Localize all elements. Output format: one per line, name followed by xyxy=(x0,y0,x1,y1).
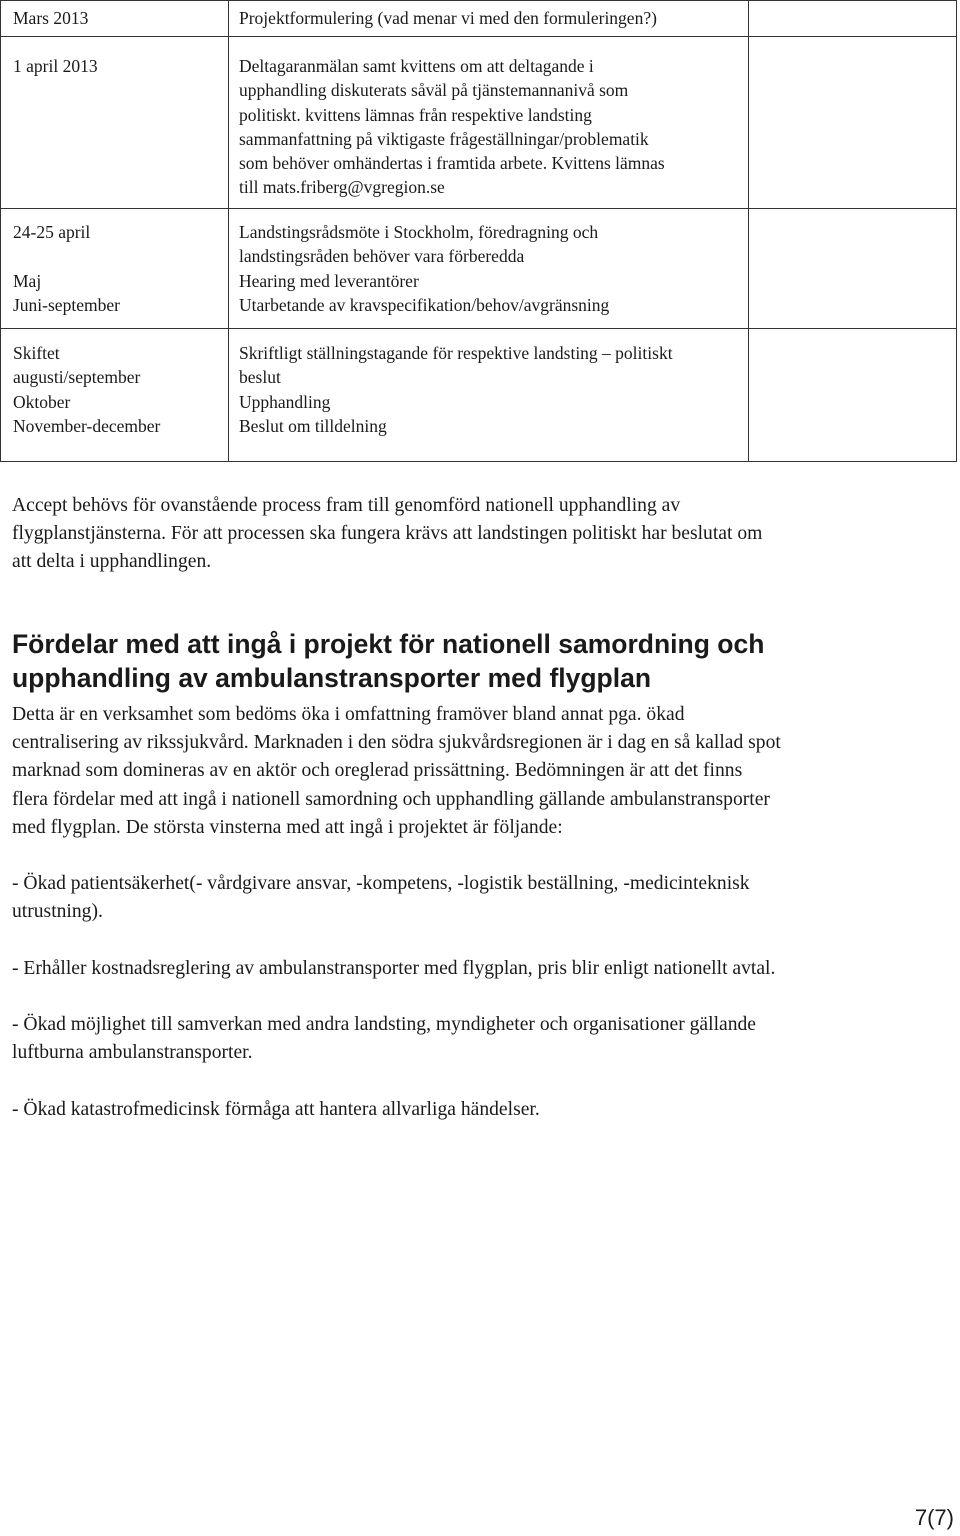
column-divider xyxy=(228,1,229,461)
schedule-activity-cell: Projektformulering (vad menar vi med den formuleringen?) xyxy=(239,8,657,28)
schedule-activity-cell: Skriftligt ställningstagande för respektive landsting – politiskt beslut Upphandling Beslut om tilldelning xyxy=(239,343,673,436)
schedule-date-cell: Skiftet augusti/september Oktober November-december xyxy=(13,343,161,436)
benefit-item: - Erhåller kostnadsreglering av ambulanstransporter med flygplan, pris blir enligt nationellt avtal. xyxy=(12,958,776,979)
row-divider xyxy=(1,328,956,329)
row-divider xyxy=(1,36,956,37)
schedule-activity-cell: Landstingsrådsmöte i Stockholm, föredragning och landstingsråden behöver vara förberedda Hearing med leverantörer Utarbetande av kravspecifikation/behov/avgränsning xyxy=(239,222,610,315)
schedule-date-cell: 1 april 2013 xyxy=(13,56,98,76)
email-text: till mats.friberg@vgregion.se xyxy=(239,177,445,198)
accept-paragraph: Accept behövs för ovanstående process fram till genomförd nationell upphandling av flygplanstjänsterna. För att processen ska fungera krävs att landstingen politiskt har beslutat om att delta i upphandlingen. xyxy=(12,495,763,573)
benefit-item: - Ökad möjlighet till samverkan med andra landsting, myndigheter och organisationer gällande luftburna ambulanstransporter. xyxy=(12,1014,756,1064)
benefit-item: - Ökad katastrofmedicinsk förmåga att hantera allvarliga händelser. xyxy=(12,1099,540,1120)
page-number: 7(7) xyxy=(914,1505,954,1530)
benefit-item: - Ökad patientsäkerhet(- vårdgivare ansvar, -kompetens, -logistik beställning, -medicinteknisk utrustning). xyxy=(12,873,750,923)
column-divider xyxy=(748,1,749,461)
schedule-date-cell: Mars 2013 xyxy=(13,8,89,28)
row-divider xyxy=(1,208,956,209)
section-heading: Fördelar med att ingå i projekt för nationell samordning och upphandling av ambulanstransporter med flygplan xyxy=(12,629,765,693)
schedule-date-cell: 24-25 april Maj Juni-september xyxy=(13,222,120,315)
intro-paragraph: Detta är en verksamhet som bedöms öka i omfattning framöver bland annat pga. ökad centralisering av rikssjukvård. Marknaden i den södra sjukvårdsregionen är i dag en så kallad spot marknad som domineras av en aktör och oreglerad prissättning. Bedömningen är att det finns flera fördelar med att ingå i nationell samordning och upphandling gällande ambulanstransporter med flygplan. De största vinsterna med att ingå i projektet är följande: xyxy=(12,704,781,838)
schedule-table xyxy=(0,0,957,462)
schedule-activity-cell: Deltagaranmälan samt kvittens om att deltagande i upphandling diskuterats såväl på tjänstemannanivå som politiskt. kvittens lämnas från respektive landsting sammanfattning på viktigaste frågeställningar/problematik som behöver omhändertas i framtida arbete. Kvittens lämnas till mats.friberg@vgregion.se xyxy=(239,54,739,200)
